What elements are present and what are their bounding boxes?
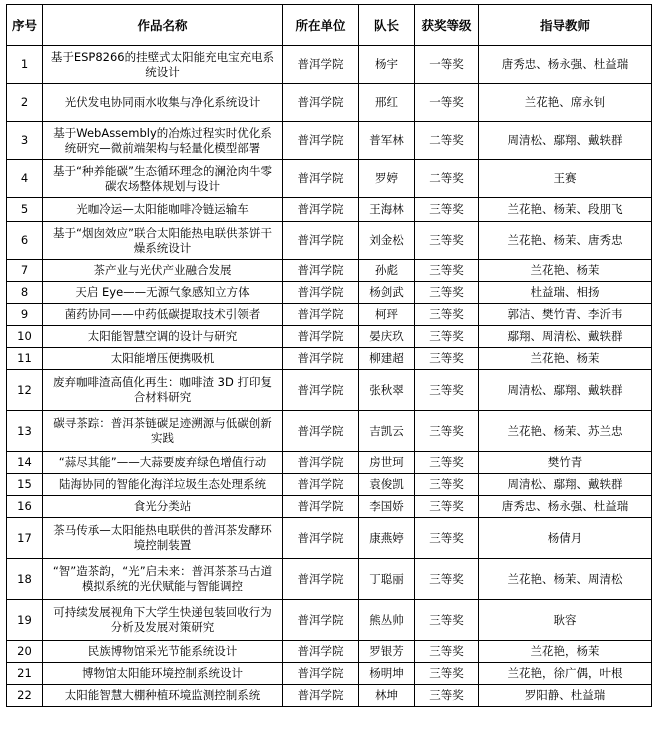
cell-advisor: 唐秀忠、杨永强、杜益瑞 [479, 46, 652, 84]
cell-advisor: 杨倩月 [479, 518, 652, 559]
cell-no: 17 [7, 518, 43, 559]
cell-unit: 普洱学院 [283, 282, 359, 304]
cell-leader: 柯玶 [359, 304, 415, 326]
cell-unit: 普洱学院 [283, 160, 359, 198]
table-row [7, 641, 652, 663]
cell-leader: 吉凯云 [359, 411, 415, 452]
cell-award: 三等奖 [415, 282, 479, 304]
cell-name: 茶产业与光伏产业融合发展 [43, 260, 283, 282]
cell-award: 三等奖 [415, 326, 479, 348]
cell-advisor: 周清松、鄢翔、戴轶群 [479, 370, 652, 411]
cell-leader: 杨明坤 [359, 663, 415, 685]
cell-no: 15 [7, 474, 43, 496]
cell-unit: 普洱学院 [283, 370, 359, 411]
cell-name: 碳寻茶踪：普洱茶链碳足迹溯源与低碳创新实践 [43, 411, 283, 452]
cell-no: 10 [7, 326, 43, 348]
cell-name: 食光分类站 [43, 496, 283, 518]
cell-advisor: 兰花艳、杨茉、段朋飞 [479, 198, 652, 222]
cell-leader: 房世珂 [359, 452, 415, 474]
table-row [7, 663, 652, 685]
cell-award: 三等奖 [415, 260, 479, 282]
cell-name: 基于“种养能碳”生态循环理念的澜沧肉牛零碳农场整体规划与设计 [43, 160, 283, 198]
cell-unit: 普洱学院 [283, 122, 359, 160]
cell-unit: 普洱学院 [283, 600, 359, 641]
table-row [7, 348, 652, 370]
table-row [7, 122, 652, 160]
cell-no: 9 [7, 304, 43, 326]
table-row [7, 84, 652, 122]
cell-leader: 普军林 [359, 122, 415, 160]
cell-advisor: 兰花艳、杨茉 [479, 260, 652, 282]
cell-unit: 普洱学院 [283, 222, 359, 260]
cell-name: 光咖冷运—太阳能咖啡冷链运输车 [43, 198, 283, 222]
cell-name: 民族博物馆采光节能系统设计 [43, 641, 283, 663]
cell-advisor: 兰花艳、杨茉、周清松 [479, 559, 652, 600]
cell-leader: 杨宇 [359, 46, 415, 84]
cell-unit: 普洱学院 [283, 198, 359, 222]
cell-name: 太阳能增压便携吸机 [43, 348, 283, 370]
header-advisor: 指导教师 [479, 5, 652, 46]
table-row [7, 411, 652, 452]
cell-leader: 熊丛帅 [359, 600, 415, 641]
cell-advisor: 唐秀忠、杨永强、杜益瑞 [479, 496, 652, 518]
cell-award: 三等奖 [415, 685, 479, 707]
cell-advisor: 兰花艳、杨茉、唐秀忠 [479, 222, 652, 260]
header-no: 序号 [7, 5, 43, 46]
cell-award: 三等奖 [415, 496, 479, 518]
cell-leader: 林坤 [359, 685, 415, 707]
cell-unit: 普洱学院 [283, 641, 359, 663]
cell-award: 二等奖 [415, 122, 479, 160]
cell-leader: 晏庆玖 [359, 326, 415, 348]
cell-award: 三等奖 [415, 474, 479, 496]
header-leader: 队长 [359, 5, 415, 46]
cell-unit: 普洱学院 [283, 304, 359, 326]
cell-no: 3 [7, 122, 43, 160]
table-row [7, 518, 652, 559]
cell-award: 三等奖 [415, 559, 479, 600]
cell-name: 基于“烟囱效应”联合太阳能热电联供茶饼干燥系统设计 [43, 222, 283, 260]
table-row [7, 304, 652, 326]
cell-name: 博物馆太阳能环境控制系统设计 [43, 663, 283, 685]
cell-no: 8 [7, 282, 43, 304]
cell-no: 13 [7, 411, 43, 452]
cell-unit: 普洱学院 [283, 663, 359, 685]
cell-no: 14 [7, 452, 43, 474]
header-row [7, 5, 652, 46]
cell-no: 16 [7, 496, 43, 518]
cell-name: 光伏发电协同雨水收集与净化系统设计 [43, 84, 283, 122]
cell-leader: 罗银芳 [359, 641, 415, 663]
cell-award: 一等奖 [415, 84, 479, 122]
cell-unit: 普洱学院 [283, 474, 359, 496]
cell-award: 三等奖 [415, 222, 479, 260]
cell-unit: 普洱学院 [283, 452, 359, 474]
cell-advisor: 兰花艳、杨茉 [479, 348, 652, 370]
cell-leader: 邢红 [359, 84, 415, 122]
cell-award: 三等奖 [415, 641, 479, 663]
cell-award: 三等奖 [415, 411, 479, 452]
cell-name: “智”造茶韵，“光”启未来：普洱茶茶马古道模拟系统的光伏赋能与智能调控 [43, 559, 283, 600]
cell-name: 菌药协同——中药低碳提取技术引领者 [43, 304, 283, 326]
cell-no: 4 [7, 160, 43, 198]
table-row [7, 600, 652, 641]
cell-advisor: 杜益瑞、相扬 [479, 282, 652, 304]
cell-award: 三等奖 [415, 518, 479, 559]
cell-leader: 王海林 [359, 198, 415, 222]
cell-advisor: 兰花艳、杨茉、苏兰忠 [479, 411, 652, 452]
cell-advisor: 兰花艳、席永钊 [479, 84, 652, 122]
cell-unit: 普洱学院 [283, 411, 359, 452]
cell-name: “蒜尽其能”——大蒜要废弃绿色增值行动 [43, 452, 283, 474]
cell-name: 陆海协同的智能化海洋垃圾生态处理系统 [43, 474, 283, 496]
cell-award: 三等奖 [415, 348, 479, 370]
cell-unit: 普洱学院 [283, 559, 359, 600]
cell-advisor: 鄢翔、周清松、戴轶群 [479, 326, 652, 348]
cell-name: 太阳能智慧空调的设计与研究 [43, 326, 283, 348]
cell-name: 可持续发展视角下大学生快递包装回收行为分析及发展对策研究 [43, 600, 283, 641]
table-row [7, 496, 652, 518]
cell-name: 废弃咖啡渣高值化再生：咖啡渣 3D 打印复合材料研究 [43, 370, 283, 411]
cell-advisor: 郭洁、樊竹青、李沂韦 [479, 304, 652, 326]
cell-award: 三等奖 [415, 198, 479, 222]
cell-leader: 张秋翠 [359, 370, 415, 411]
cell-leader: 李国娇 [359, 496, 415, 518]
cell-advisor: 罗阳静、杜益瑞 [479, 685, 652, 707]
cell-unit: 普洱学院 [283, 84, 359, 122]
cell-no: 5 [7, 198, 43, 222]
header-award: 获奖等级 [415, 5, 479, 46]
cell-leader: 康燕婷 [359, 518, 415, 559]
cell-award: 二等奖 [415, 160, 479, 198]
cell-no: 21 [7, 663, 43, 685]
cell-leader: 袁俊凯 [359, 474, 415, 496]
header-unit: 所在单位 [283, 5, 359, 46]
cell-no: 6 [7, 222, 43, 260]
cell-leader: 孙彪 [359, 260, 415, 282]
cell-award: 三等奖 [415, 452, 479, 474]
cell-unit: 普洱学院 [283, 260, 359, 282]
cell-name: 基于ESP8266的挂壁式太阳能充电宝充电系统设计 [43, 46, 283, 84]
cell-unit: 普洱学院 [283, 496, 359, 518]
cell-unit: 普洱学院 [283, 518, 359, 559]
cell-no: 7 [7, 260, 43, 282]
cell-no: 11 [7, 348, 43, 370]
cell-advisor: 周清松、鄢翔、戴轶群 [479, 474, 652, 496]
table-row [7, 222, 652, 260]
cell-leader: 罗婷 [359, 160, 415, 198]
cell-no: 19 [7, 600, 43, 641]
cell-unit: 普洱学院 [283, 685, 359, 707]
cell-advisor: 兰花艳，杨茉 [479, 641, 652, 663]
cell-name: 天启 Eye——无源气象感知立方体 [43, 282, 283, 304]
cell-no: 22 [7, 685, 43, 707]
cell-name: 太阳能智慧大棚种植环境监测控制系统 [43, 685, 283, 707]
table-row [7, 685, 652, 707]
cell-award: 三等奖 [415, 370, 479, 411]
cell-unit: 普洱学院 [283, 326, 359, 348]
cell-no: 2 [7, 84, 43, 122]
cell-unit: 普洱学院 [283, 348, 359, 370]
cell-advisor: 王赛 [479, 160, 652, 198]
cell-no: 12 [7, 370, 43, 411]
cell-award: 一等奖 [415, 46, 479, 84]
table-row [7, 474, 652, 496]
cell-award: 三等奖 [415, 663, 479, 685]
cell-name: 茶马传承—太阳能热电联供的普洱茶发酵环境控制装置 [43, 518, 283, 559]
cell-name: 基于WebAssembly的冶炼过程实时优化系统研究—微前端架构与轻量化模型部署 [43, 122, 283, 160]
table-row [7, 559, 652, 600]
table-row [7, 370, 652, 411]
cell-no: 1 [7, 46, 43, 84]
cell-advisor: 兰花艳，徐广偶，叶根 [479, 663, 652, 685]
header-name: 作品名称 [43, 5, 283, 46]
cell-award: 三等奖 [415, 304, 479, 326]
table-row [7, 452, 652, 474]
cell-leader: 柳建超 [359, 348, 415, 370]
cell-advisor: 樊竹青 [479, 452, 652, 474]
cell-advisor: 耿容 [479, 600, 652, 641]
table-row [7, 198, 652, 222]
cell-leader: 杨剑武 [359, 282, 415, 304]
cell-award: 三等奖 [415, 600, 479, 641]
cell-unit: 普洱学院 [283, 46, 359, 84]
table-row [7, 160, 652, 198]
cell-leader: 刘金松 [359, 222, 415, 260]
table-row [7, 326, 652, 348]
table-row [7, 46, 652, 84]
awards-table [6, 4, 652, 707]
table-row [7, 282, 652, 304]
cell-no: 20 [7, 641, 43, 663]
cell-leader: 丁聪丽 [359, 559, 415, 600]
cell-no: 18 [7, 559, 43, 600]
cell-advisor: 周清松、鄢翔、戴轶群 [479, 122, 652, 160]
table-row [7, 260, 652, 282]
